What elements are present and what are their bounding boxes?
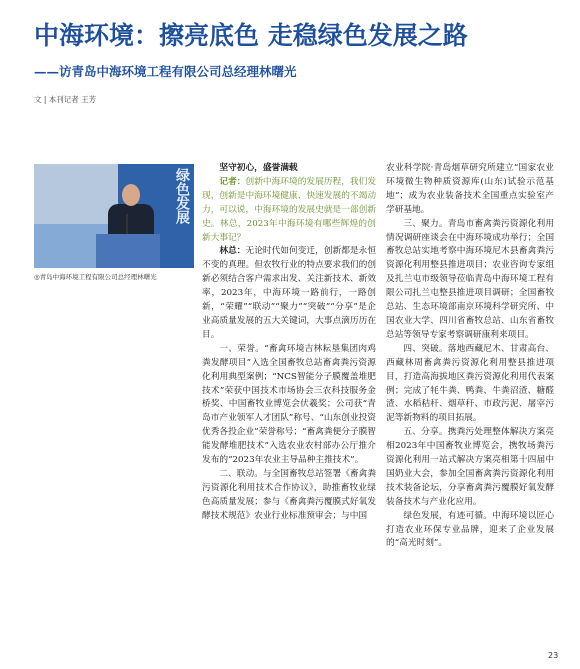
section-heading: 坚守初心，盛誉满载 — [219, 163, 298, 173]
paragraph-linkage: 二、联动。与全国畜牧总站签署《畜禽粪污资源化利用技术合作协议》，助推畜牧业绿色高质量发展；参与《畜禽粪污覆膜式好氧发酵技术规范》农业行业标准预审会；与中国 — [202, 468, 376, 521]
paragraph-honor: 一、荣誉。“畜禽环境吉林耘垦集团肉鸡粪发酵项目”入选全国畜牧总站畜禽粪污资源化利用典型案例；“NCS智能分子膜覆盖堆肥技术”荣获中国技术市场协会三农科技服务金桥奖、中国畜牧业博览会伏羲奖；公司获“青岛市产业领军人才团队”称号、“山东创业投资优秀各投企业”荣誉称号；“畜禽粪便分子膜智能发酵堆肥技术”入选农业农村部办公厅推介发布的“2023年农业主导品种主推技术”。 — [202, 343, 376, 466]
byline: 文 | 本刊记者 王芳 — [34, 95, 97, 104]
text-column-1 — [202, 162, 376, 524]
answer-paragraph — [202, 245, 376, 342]
paragraph-linkage-cont: 农业科学院·青岛烟草研究所建立“国家农业环境微生物种质资源库(山东)试验示范基地”；成为农业装备技术全国重点实验室产学研基地。 — [386, 163, 554, 215]
photo-caption: ◎青岛中海环境工程有限公司总经理林曙光 — [34, 273, 157, 281]
page-number: 23 — [548, 651, 559, 660]
question-label: 记者： — [219, 176, 246, 187]
photo-speaker-head — [122, 184, 140, 206]
answer-text: 无论时代如何变迁，创新都是永恒不变的真理。但农牧行业的特点要求我们的创新必须结合客户需求出发、关注新技术、新效率，2023年，中海环境一路前行，一路创新，“荣耀”“联动”“聚力”“突破”“分享”是企业高质量发展的五大关键词，大事点滴历历在目。 — [202, 246, 377, 340]
question-text: 创新中海环境的发展历程，我们发现，创新是中海环境健康、快速发展的不竭动力，可以说，中海环境的发展史就是一部创新史。林总，2023年中海环境有哪些辉煌的创新大事记？ — [202, 176, 377, 243]
paragraph-gather: 三、聚力。青岛市畜禽粪污资源化利用情况调研座谈会在中海环境成功举行；全国畜牧总站实地考察中海环境尼木县畜禽粪污资源化利用整县推进项目；农业咨询专家组及扎兰屯市级领导莅临青岛中海环境工程有限公司扎兰屯整县推进项目调研；全国畜牧总站、生态环境部南京环境科学研究所、中国农业大学、四川省畜牧总站、山东省畜牧总站等领导专家考察调研康利来项目。 — [386, 218, 554, 340]
text-column-2 — [386, 162, 554, 551]
paragraph-closing: 绿色发展，有迹可循。中海环境以匠心打造农业环保专业品牌，迎来了企业发展的“高光时刻”。 — [386, 510, 554, 549]
article-subtitle: ——访青岛中海环境工程有限公司总经理林曙光 — [34, 64, 297, 79]
article-title: 中海环境：擦亮底色 走稳绿色发展之路 — [34, 21, 468, 50]
paragraph-share: 五、分享。携粪污处理整体解决方案亮相2023年中国畜牧业博览会，携牧场粪污资源化利用一站式解决方案亮相第十四届中国奶业大会，参加全国畜禽粪污资源化利用技术装备论坛，分享畜禽粪污覆膜好氧发酵装备技术与产业化应用。 — [386, 427, 554, 507]
paragraph-breakthrough: 四、突破。落地西藏尼木、甘肃高台、西藏林周畜禽粪污资源化利用整县推进项目，打造高海拔地区粪污资源化利用代表案例；完成了牦牛粪、鸭粪、牛粪沼渣、糖醛渣、水稻秸秆、烟草秆、市政污泥、屠宰污泥等新物料的项目拓展。 — [386, 343, 554, 424]
portrait-photo — [34, 164, 194, 268]
photo-microphone — [126, 214, 128, 236]
answer-label: 林总： — [219, 246, 246, 257]
photo-backdrop-text: 绿色发展 — [174, 168, 190, 224]
question-paragraph — [202, 176, 376, 246]
photo-podium — [96, 234, 160, 268]
